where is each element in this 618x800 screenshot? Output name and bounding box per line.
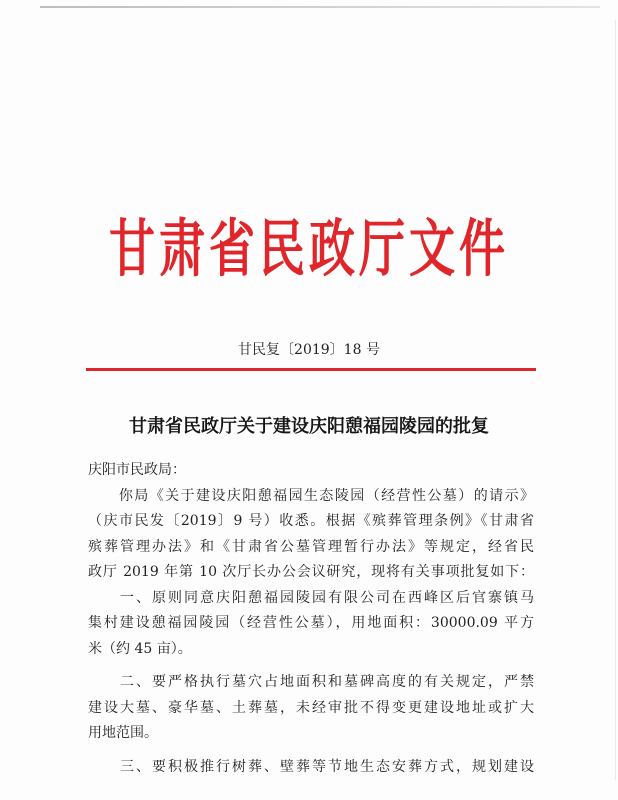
red-divider-rule: [86, 368, 536, 371]
body-line: 三、要积极推行树葬、壁葬等节地生态安葬方式，规划建设: [88, 758, 534, 775]
body-line: 一、原则同意庆阳憩福园陵园有限公司在西峰区后官寨镇马: [88, 589, 534, 606]
body-line: （庆市民发〔2019〕9 号）收悉。根据《殡葬管理条例》《甘肃省: [88, 513, 534, 529]
scan-edge-right: [615, 20, 616, 780]
document-number: 甘民复〔2019〕18 号: [238, 342, 380, 358]
body-line: 你局《关于建设庆阳憩福园生态陵园（经营性公墓）的请示》: [88, 487, 534, 504]
paragraph-gap: [88, 747, 534, 755]
body-line: 集村建设憩福园陵园（经营性公墓），用地面积：30000.09 平方: [88, 615, 534, 631]
document-body: [88, 458, 534, 780]
salutation: 庆阳市民政局：: [88, 462, 186, 478]
body-line: 米（约 45 亩）。: [88, 640, 192, 657]
scan-edge-top: [40, 6, 600, 8]
body-line: 用地范围。: [88, 725, 158, 741]
document-masthead: 甘肃省民政厅文件: [109, 212, 509, 286]
paragraph-gap: [88, 662, 534, 670]
document-title: 甘肃省民政厅关于建设庆阳憩福园陵园的批复: [129, 416, 489, 437]
body-line: 二、要严格执行墓穴占地面积和墓碑高度的有关规定，严禁: [88, 674, 534, 690]
body-line: 建设大墓、豪华墓、土葬墓，未经审批不得变更建设地址或扩大: [88, 699, 534, 716]
body-line: 殡葬管理办法》和《甘肃省公墓管理暂行办法》等规定，经省民: [88, 538, 534, 555]
body-line: 政厅 2019 年第 10 次厅长办公会议研究，现将有关事项批复如下：: [88, 564, 534, 580]
